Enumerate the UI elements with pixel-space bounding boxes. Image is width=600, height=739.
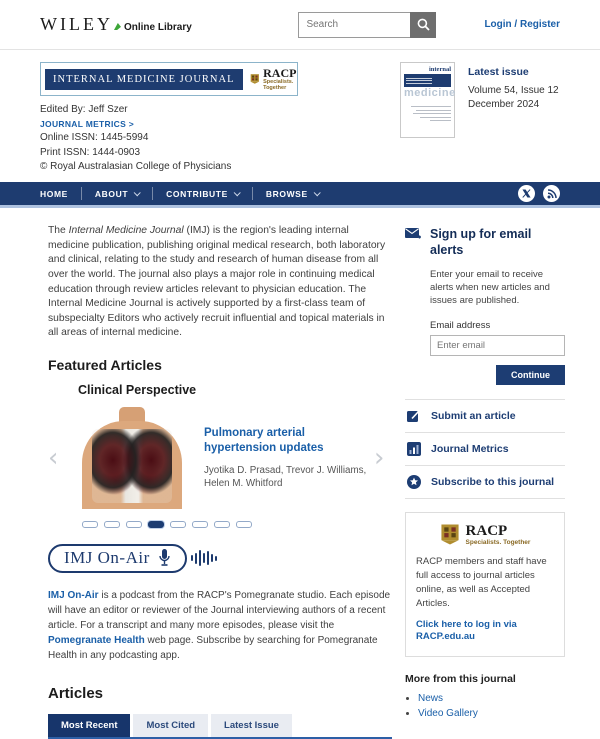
email-signup-description: Enter your email to receive alerts when new articles and issues are published.	[430, 268, 550, 307]
site-header	[0, 0, 600, 50]
journal-title: INTERNAL MEDICINE JOURNAL	[45, 69, 243, 90]
racp-tagline: Specialists. Together	[263, 79, 294, 92]
journal-metrics-link[interactable]: JOURNAL METRICS >	[40, 118, 134, 129]
list-item	[418, 708, 565, 719]
search-bar	[298, 12, 436, 38]
latest-issue-label[interactable]: Latest issue	[468, 66, 529, 78]
soundwave-icon	[191, 550, 217, 566]
racp-crest-icon	[250, 71, 260, 87]
nav-separator	[152, 187, 153, 200]
subscribe-icon	[407, 475, 421, 489]
print-issn: Print ISSN: 1444-0903	[40, 146, 141, 158]
tab-latest-issue[interactable]: Latest Issue	[211, 714, 292, 737]
carousel-dot-8[interactable]	[236, 521, 252, 528]
wiley-wordmark: WILEY	[40, 14, 113, 34]
featured-article-authors: Jyotika D. Prasad, Trevor J. Williams, Helen M. Whitford	[204, 464, 367, 489]
email-address-label: Email address	[430, 320, 491, 332]
pomegranate-health-link[interactable]: Pomegranate Health	[48, 634, 145, 646]
continue-button[interactable]: Continue	[496, 365, 565, 385]
imj-onair-logo[interactable]	[48, 544, 392, 573]
carousel-dots	[82, 521, 392, 528]
tab-most-cited[interactable]: Most Cited	[133, 714, 208, 737]
racp-box-name: RACP	[465, 522, 508, 539]
featured-category: Clinical Perspective	[78, 382, 197, 397]
x-icon	[522, 189, 531, 198]
main-column	[48, 224, 392, 739]
journal-banner[interactable]	[40, 62, 298, 96]
racp-logo	[250, 67, 301, 91]
nav-separator	[252, 187, 253, 200]
journal-metrics-icon	[407, 442, 421, 456]
carousel-dot-4[interactable]	[148, 521, 164, 528]
tab-most-recent[interactable]: Most Recent	[48, 714, 130, 737]
racp-promo-box	[405, 512, 565, 657]
nav-item-browse[interactable]: BROWSE	[266, 189, 319, 199]
featured-articles-heading: Featured Articles	[48, 356, 162, 373]
imj-onair-text: IMJ On-Air	[64, 547, 150, 567]
submit-article-link[interactable]: Submit an article	[405, 400, 565, 433]
cover-band	[404, 74, 451, 87]
rss-icon	[547, 189, 557, 199]
chevron-down-icon	[134, 189, 141, 196]
featured-article-image[interactable]	[76, 407, 188, 509]
x-social-button[interactable]	[518, 185, 535, 202]
racp-box-text: RACP members and staff have full access to journal articles online, as well as Accepted Articles.	[416, 556, 547, 609]
featured-article-title[interactable]: Pulmonary arterial hypertension updates	[204, 426, 324, 454]
latest-issue-date: December 2024	[468, 98, 540, 110]
email-input[interactable]	[430, 335, 565, 356]
chevron-down-icon	[234, 189, 241, 196]
cover-title-small: internal	[428, 66, 451, 73]
submit-article-icon	[407, 409, 421, 423]
search-button[interactable]	[410, 12, 436, 38]
latest-issue-volume: Volume 54, Issue 12	[468, 85, 559, 96]
cover-text-lines	[404, 106, 451, 121]
cover-title-big: medicine	[404, 87, 456, 99]
online-library-label: Online Library	[123, 22, 192, 33]
featured-carousel	[48, 407, 392, 509]
journal-name-italic: Internal Medicine Journal	[68, 225, 184, 237]
chevron-down-icon	[313, 189, 320, 196]
email-icon	[405, 228, 421, 241]
journal-description: The Internal Medicine Journal (IMJ) is the region's leading internal medicine publication, publishing original medical research, both laboratory and clinical, relating to the study and research of human disease from all over the world. The journal also plays a major role in continuing medical education through review articles relevant to physician education. The Internal Medicine Journal is actively supported by a first-class team of subspecialty Editors who actively recruit influential and topical materials in all areas of internal medicine.	[48, 225, 386, 339]
imj-onair-link[interactable]: IMJ On-Air	[48, 589, 99, 601]
main-nav	[0, 182, 600, 208]
articles-tabs	[48, 714, 392, 739]
racp-login-link[interactable]: Click here to log in via RACP.edu.au	[416, 618, 517, 643]
nav-item-home[interactable]: HOME	[40, 188, 68, 199]
email-signup-heading: Sign up for email alerts	[430, 227, 532, 258]
wiley-mark-icon	[114, 23, 121, 30]
racp-box-tagline: Specialists. Together	[465, 538, 531, 546]
search-input[interactable]	[298, 12, 410, 38]
copyright: © Royal Australasian College of Physicians	[40, 161, 232, 173]
online-issn: Online ISSN: 1445-5994	[40, 132, 149, 144]
racp-name: RACP	[263, 66, 297, 80]
carousel-dot-7[interactable]	[214, 521, 230, 528]
more-from-journal-heading: More from this journal	[405, 673, 516, 686]
carousel-dot-5[interactable]	[170, 521, 186, 528]
podcast-description: IMJ On-Air is a podcast from the RACP's Pomegranate studio. Each episode will have an editor or reviewer of the Journal interviewing authors of a recent article. For a transcript and many more episodes, please visit the Pomegranate Health web page. Subscribe by searching for Pomegranate Health in any podcasting app.	[48, 589, 391, 661]
carousel-dot-2[interactable]	[104, 521, 120, 528]
list-item	[418, 693, 565, 704]
sidebar-links	[405, 399, 565, 499]
wiley-logo[interactable]	[40, 14, 192, 35]
articles-heading: Articles	[48, 684, 104, 702]
sidebar	[405, 224, 565, 739]
journal-header	[0, 50, 600, 172]
edited-by: Edited By: Jeff Szer	[40, 104, 128, 116]
journal-metrics-sidebar-link[interactable]: Journal Metrics	[405, 433, 565, 466]
journal-cover-thumbnail[interactable]	[400, 62, 455, 138]
subscribe-link[interactable]: Subscribe to this journal	[405, 466, 565, 499]
carousel-dot-6[interactable]	[192, 521, 208, 528]
carousel-next-button[interactable]: ›	[374, 442, 385, 473]
racp-crest-icon	[440, 523, 460, 546]
more-from-journal-list	[405, 693, 565, 719]
search-icon	[417, 18, 430, 31]
latest-issue-block	[400, 62, 559, 138]
nav-item-contribute[interactable]: CONTRIBUTE	[166, 189, 239, 199]
microphone-icon	[158, 548, 171, 568]
carousel-dot-1[interactable]	[82, 521, 98, 528]
rss-button[interactable]	[543, 185, 560, 202]
video-gallery-link[interactable]: Video Gallery	[418, 708, 478, 720]
carousel-prev-button[interactable]: ‹	[48, 442, 59, 473]
nav-separator	[81, 187, 82, 200]
news-link[interactable]: News	[418, 693, 444, 705]
login-register-link[interactable]: Login / Register	[484, 19, 560, 30]
nav-item-about[interactable]: ABOUT	[95, 189, 139, 199]
racp-box-logo	[416, 523, 554, 546]
carousel-dot-3[interactable]	[126, 521, 142, 528]
